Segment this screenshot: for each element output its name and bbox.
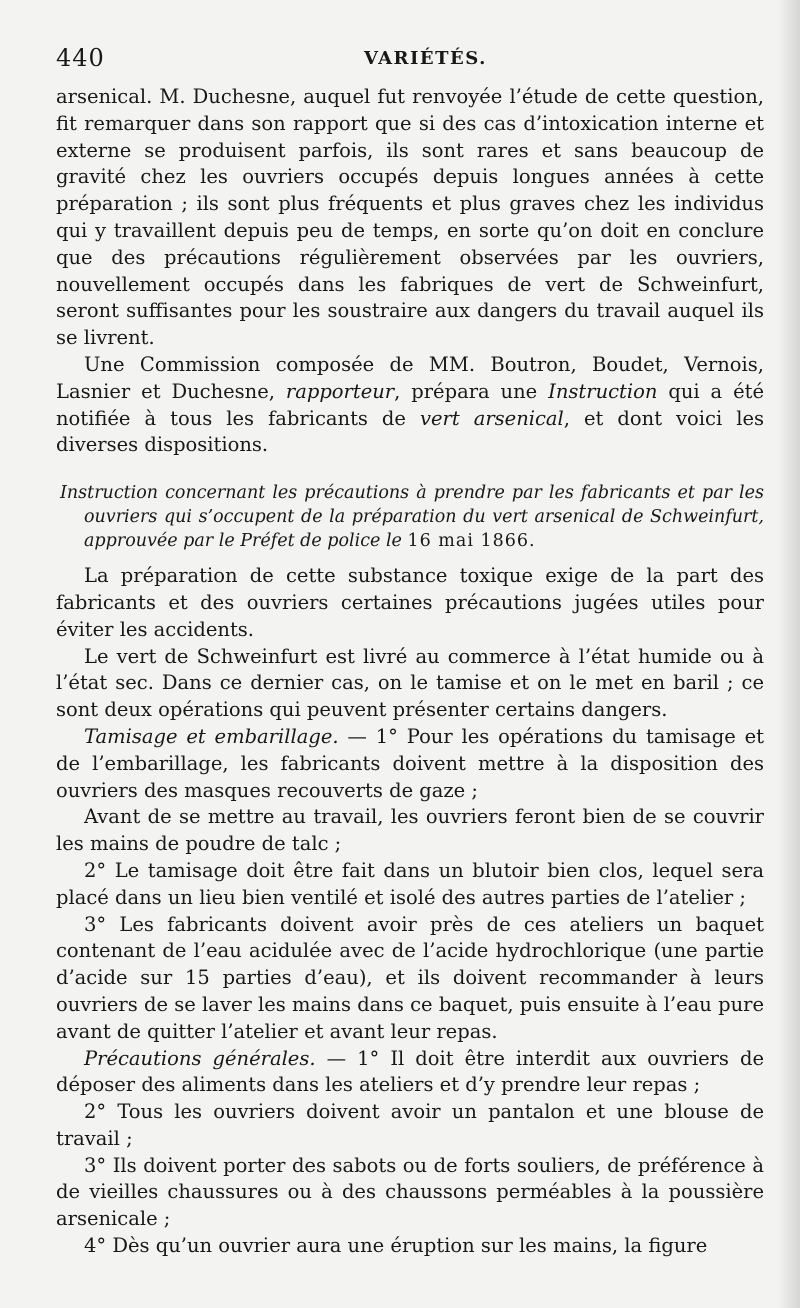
- page-header: [56, 44, 764, 78]
- commission-text-4: , et dont voici les diverses dispositions.: [56, 406, 764, 457]
- page-number: 440: [56, 44, 105, 72]
- paragraph-intro: La préparation de cette substance toxique exige de la part des fabricants et des ouvriers certaines précautions jugées utiles pour éviter les accidents.: [56, 564, 764, 641]
- paragraph-sabots: 3° Ils doivent porter des sabots ou de forts souliers, de préférence à de vieilles chaussures ou à des chaussons perméables à la poussière arsenicale ;: [56, 1153, 764, 1231]
- paragraph-eruption: 4° Dès qu’un ouvrier aura une éruption sur les mains, la figure: [84, 1234, 708, 1258]
- page-body: [56, 84, 764, 1260]
- commission-rapporteur: rapporteur: [285, 379, 395, 403]
- precautions-text: — 1° Il doit être interdit aux ouvriers de déposer des aliments dans les ateliers et d’y prendre leur repas ;: [56, 1046, 764, 1097]
- commission-text-2: , prépara une: [394, 379, 549, 403]
- paragraph-vert-commerce: Le vert de Schweinfurt est livré au commerce à l’état humide ou à l’état sec. Dans ce dernier cas, on le tamise et on le met en baril ; ce sont deux opérations qui peuvent présenter certains dangers.: [56, 644, 764, 722]
- paragraph-commission: [56, 352, 764, 459]
- section-heading-tamisage: Tamisage et embarillage.: [84, 724, 339, 748]
- commission-vert-arsenical: vert arsenical: [419, 406, 564, 430]
- paragraph-continued: arsenical. M. Duchesne, auquel fut renvoyée l’étude de cette question, fit remarquer dans son rapport que si des cas d’intoxication interne et externe se produisent parfois, ils sont rares et sans beaucoup de gravité chez les ouvriers occupés depuis longues années à cette préparation ; ils sont plus fréquents et plus graves chez les individus qui y travaillent depuis peu de temps, en sorte qu’on doit en conclure que des précautions régulièrement observées par les ouvriers, nouvellement occupés dans les fabriques de vert de Schweinfurt, seront suffisantes pour les soustraire aux dangers du travail auquel ils se livrent.: [56, 85, 764, 350]
- instruction-title: [56, 481, 764, 553]
- instruction-date: 16 mai 1866.: [407, 531, 536, 552]
- commission-text-3: qui a été notifiée à tous les fabricants de: [56, 379, 764, 430]
- paragraph-tamisage: [56, 724, 764, 804]
- section-heading-precautions: Précautions générales.: [84, 1046, 316, 1070]
- paragraph-precautions: [56, 1046, 764, 1100]
- running-head: VARIÉTÉS.: [364, 48, 487, 69]
- paragraph-blutoir: 2° Le tamisage doit être fait dans un blutoir bien clos, lequel sera placé dans un lieu bien ventilé et isolé des autres parties de l’atelier ;: [56, 858, 764, 909]
- paragraph-talc: Avant de se mettre au travail, les ouvriers feront bien de se couvrir les mains de poudre de talc ;: [56, 805, 764, 856]
- paragraph-baquet: 3° Les fabricants doivent avoir près de ces ateliers un baquet contenant de l’eau acidulée avec de l’acide hydrochlorique (une partie d’acide sur 15 parties d’eau), et ils doivent recommander à leurs ouvriers de se laver les mains dans ce baquet, puis ensuite à l’eau pure avant de quitter l’atelier et avant leur repas.: [56, 912, 764, 1043]
- instruction-title-text: Instruction concernant les précautions à prendre par les fabricants et par les ouvriers qui s’occupent de la préparation du vert arsenical de Schweinfurt, approuvée par le Préfet de police le: [60, 483, 764, 552]
- tamisage-text: — 1° Pour les opérations du tamisage et de l’embarillage, les fabricants doivent mettre à la disposition des ouvriers des masques recouverts de gaze ;: [56, 724, 764, 802]
- paragraph-pantalon: 2° Tous les ouvriers doivent avoir un pantalon et une blouse de travail ;: [56, 1100, 764, 1150]
- commission-instruction: Instruction: [548, 379, 658, 403]
- commission-text-1: Une Commission composée de MM. Boutron, Boudet, Vernois, Lasnier et Duchesne,: [56, 352, 764, 403]
